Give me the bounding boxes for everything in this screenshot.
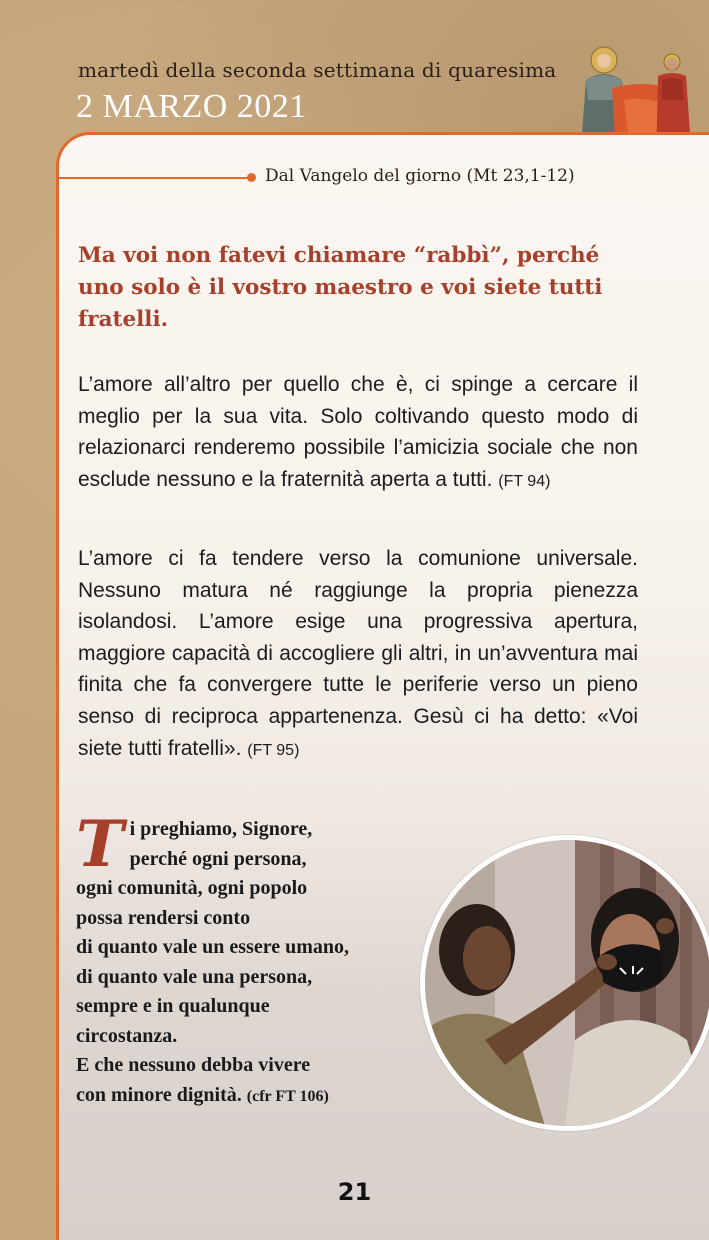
prayer-line: di quanto vale un essere umano, [76, 936, 350, 958]
prayer-line: ogni comunità, ogni popolo [76, 877, 308, 899]
prayer-line: con minore dignità. [76, 1083, 242, 1106]
source-bullet [247, 173, 256, 182]
prayer-line: E che nessuno debba vivere [76, 1054, 311, 1076]
gospel-source: Dal Vangelo del giorno (Mt 23,1-12) [265, 166, 575, 186]
reflection-reference: (FT 95) [247, 741, 300, 759]
prayer-line: possa rendersi conto [76, 906, 251, 929]
liturgical-day: martedì della seconda settimana di quaresima [78, 58, 557, 82]
prayer-line: di quanto vale una persona, [76, 965, 313, 988]
prayer-line: i preghiamo, Signore, [129, 818, 313, 840]
prayer [76, 807, 416, 1111]
mask-photo [420, 835, 709, 1131]
prayer-line: perché ogni persona, [129, 847, 307, 870]
prayer-reference: (cfr FT 106) [246, 1087, 329, 1105]
gospel-quote: Ma voi non fatevi chiamare “rabbì”, perché uno solo è il vostro maestro e voi siete tutti fratelli. [78, 243, 603, 332]
prayer-line: sempre e in qualunque [76, 995, 270, 1017]
reflection-reference: (FT 94) [498, 472, 551, 490]
reflection-text: L’amore all’altro per quello che è, ci spinge a cercare il meglio per la sua vita. Solo coltivando questo modo di relazionarci renderemo possibile l’amicizia sociale che non esclude nessuno e la fraternità aperta a tutti. [78, 373, 638, 491]
source-divider [58, 177, 250, 179]
page-number: 21 [337, 1178, 372, 1206]
mask-photo-illustration [425, 840, 709, 1126]
page-date: 2 MARZO 2021 [76, 88, 307, 125]
prayer-line: circostanza. [76, 1024, 178, 1047]
prayer-dropcap: T [76, 807, 124, 882]
reflection-paragraph-1 [78, 369, 638, 497]
reflection-paragraph-2 [78, 543, 638, 766]
reflection-text: L’amore ci fa tendere verso la comunione universale. Nessuno matura né raggiunge la propria pienezza isolandosi. L’amore esige una progressiva apertura, maggiore capacità di accogliere gli altri, in un’avventura mai finita che fa convergere tutte le periferie verso un pieno senso di reciproca appartenenza. Gesù ci ha detto: «Voi siete tutti fratelli». [78, 547, 638, 760]
prayer-line-last [76, 1081, 416, 1112]
